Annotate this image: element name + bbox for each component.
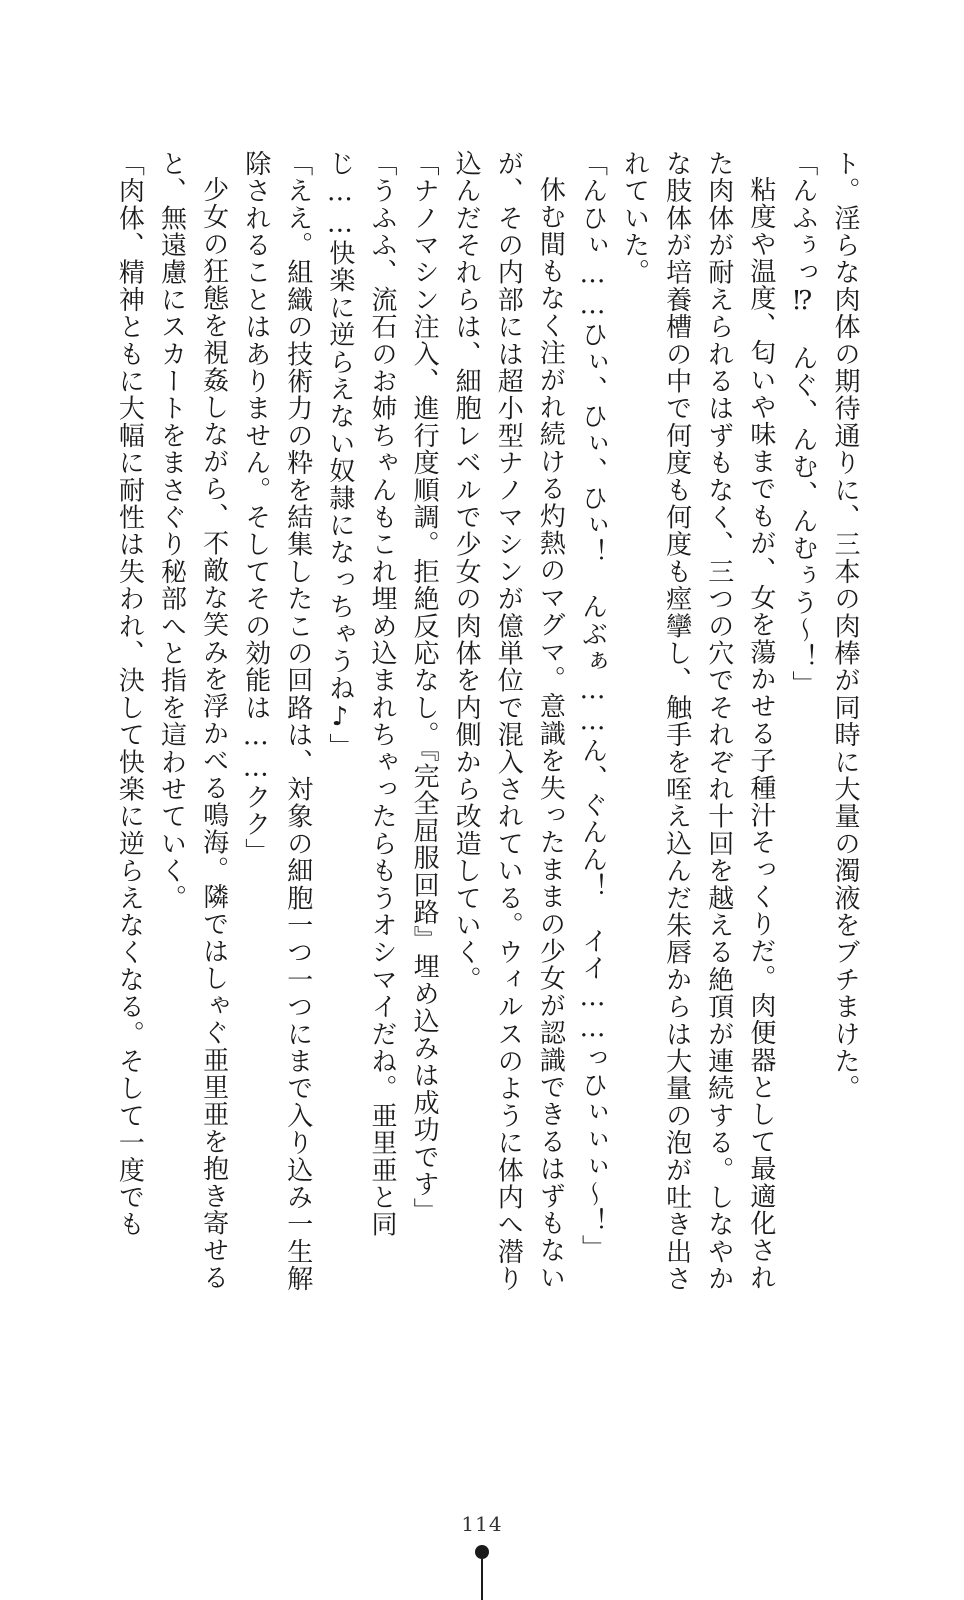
- paragraph-7: 「うふふ、流石のお姉ちゃんもこれ埋め込まれちゃったらもうオシマイだね。亜里亜と同じ……快楽に逆らえない奴隷になっちゃうね♪」: [324, 150, 397, 1238]
- paragraph-3: 粘度や温度、匂いや味までもが、女を蕩かせる子種汁そっくりだ。肉便器として最適化された肉体が耐えられるはずもなく、三つの穴でそれぞれ十回を越える絶頂が連続する。しなやかな肢体が培養槽の中で何度も何度も痙攣し、触手を咥え込んだ朱唇からは大量の泡が吐き出されていた。: [619, 150, 776, 1293]
- paragraph-5: 休む間もなく注がれ続ける灼熱のマグマ。意識を失ったままの少女が認識できるはずもないが、その内部には超小型ナノマシンが億単位で混入されている。ウィルスのように体内へ潜り込んだそれらは、細胞レベルで少女の肉体を内側から改造していく。: [451, 150, 566, 1293]
- paragraph-2: 「んふぅっ⁉ んぐ、んむ、んむぅう〜！」: [787, 150, 818, 698]
- paragraph-10: 「肉体、精神ともに大幅に耐性は失われ、決して快楽に逆らえなくなる。そして一度でも: [114, 150, 145, 1238]
- page-number: 114: [461, 1512, 503, 1536]
- paragraph-8: 「ええ。組織の技術力の粋を結集したこの回路は、対象の細胞一つ一つにまで入り込み一生解除されることはありません。そしてその効能は……クク」: [240, 150, 313, 1293]
- paragraph-9: 少女の狂態を視姦しながら、不敵な笑みを浮かべる鳴海。隣ではしゃぐ亜里亜を抱き寄せると、無遠慮にスカートをまさぐり秘部へと指を這わせていく。: [156, 150, 229, 1292]
- vertical-text-body: [106, 150, 866, 1300]
- folio-line-ornament: [481, 1559, 483, 1600]
- paragraph-4: 「んひぃ……ひぃ、ひぃ、ひぃ！ んぶぁ……ん、ぐんん！ イイ……っひぃぃぃ〜！」: [577, 150, 608, 1262]
- paragraph-6: 「ナノマシン注入、進行度順調。拒絶反応なし。『完全屈服回路』埋め込みは成功です」: [409, 150, 440, 1225]
- folio-dot-ornament: [475, 1545, 489, 1559]
- paragraph-1: ト。淫らな肉体の期待通りに、三本の肉棒が同時に大量の濁液をブチまけた。: [830, 150, 860, 1102]
